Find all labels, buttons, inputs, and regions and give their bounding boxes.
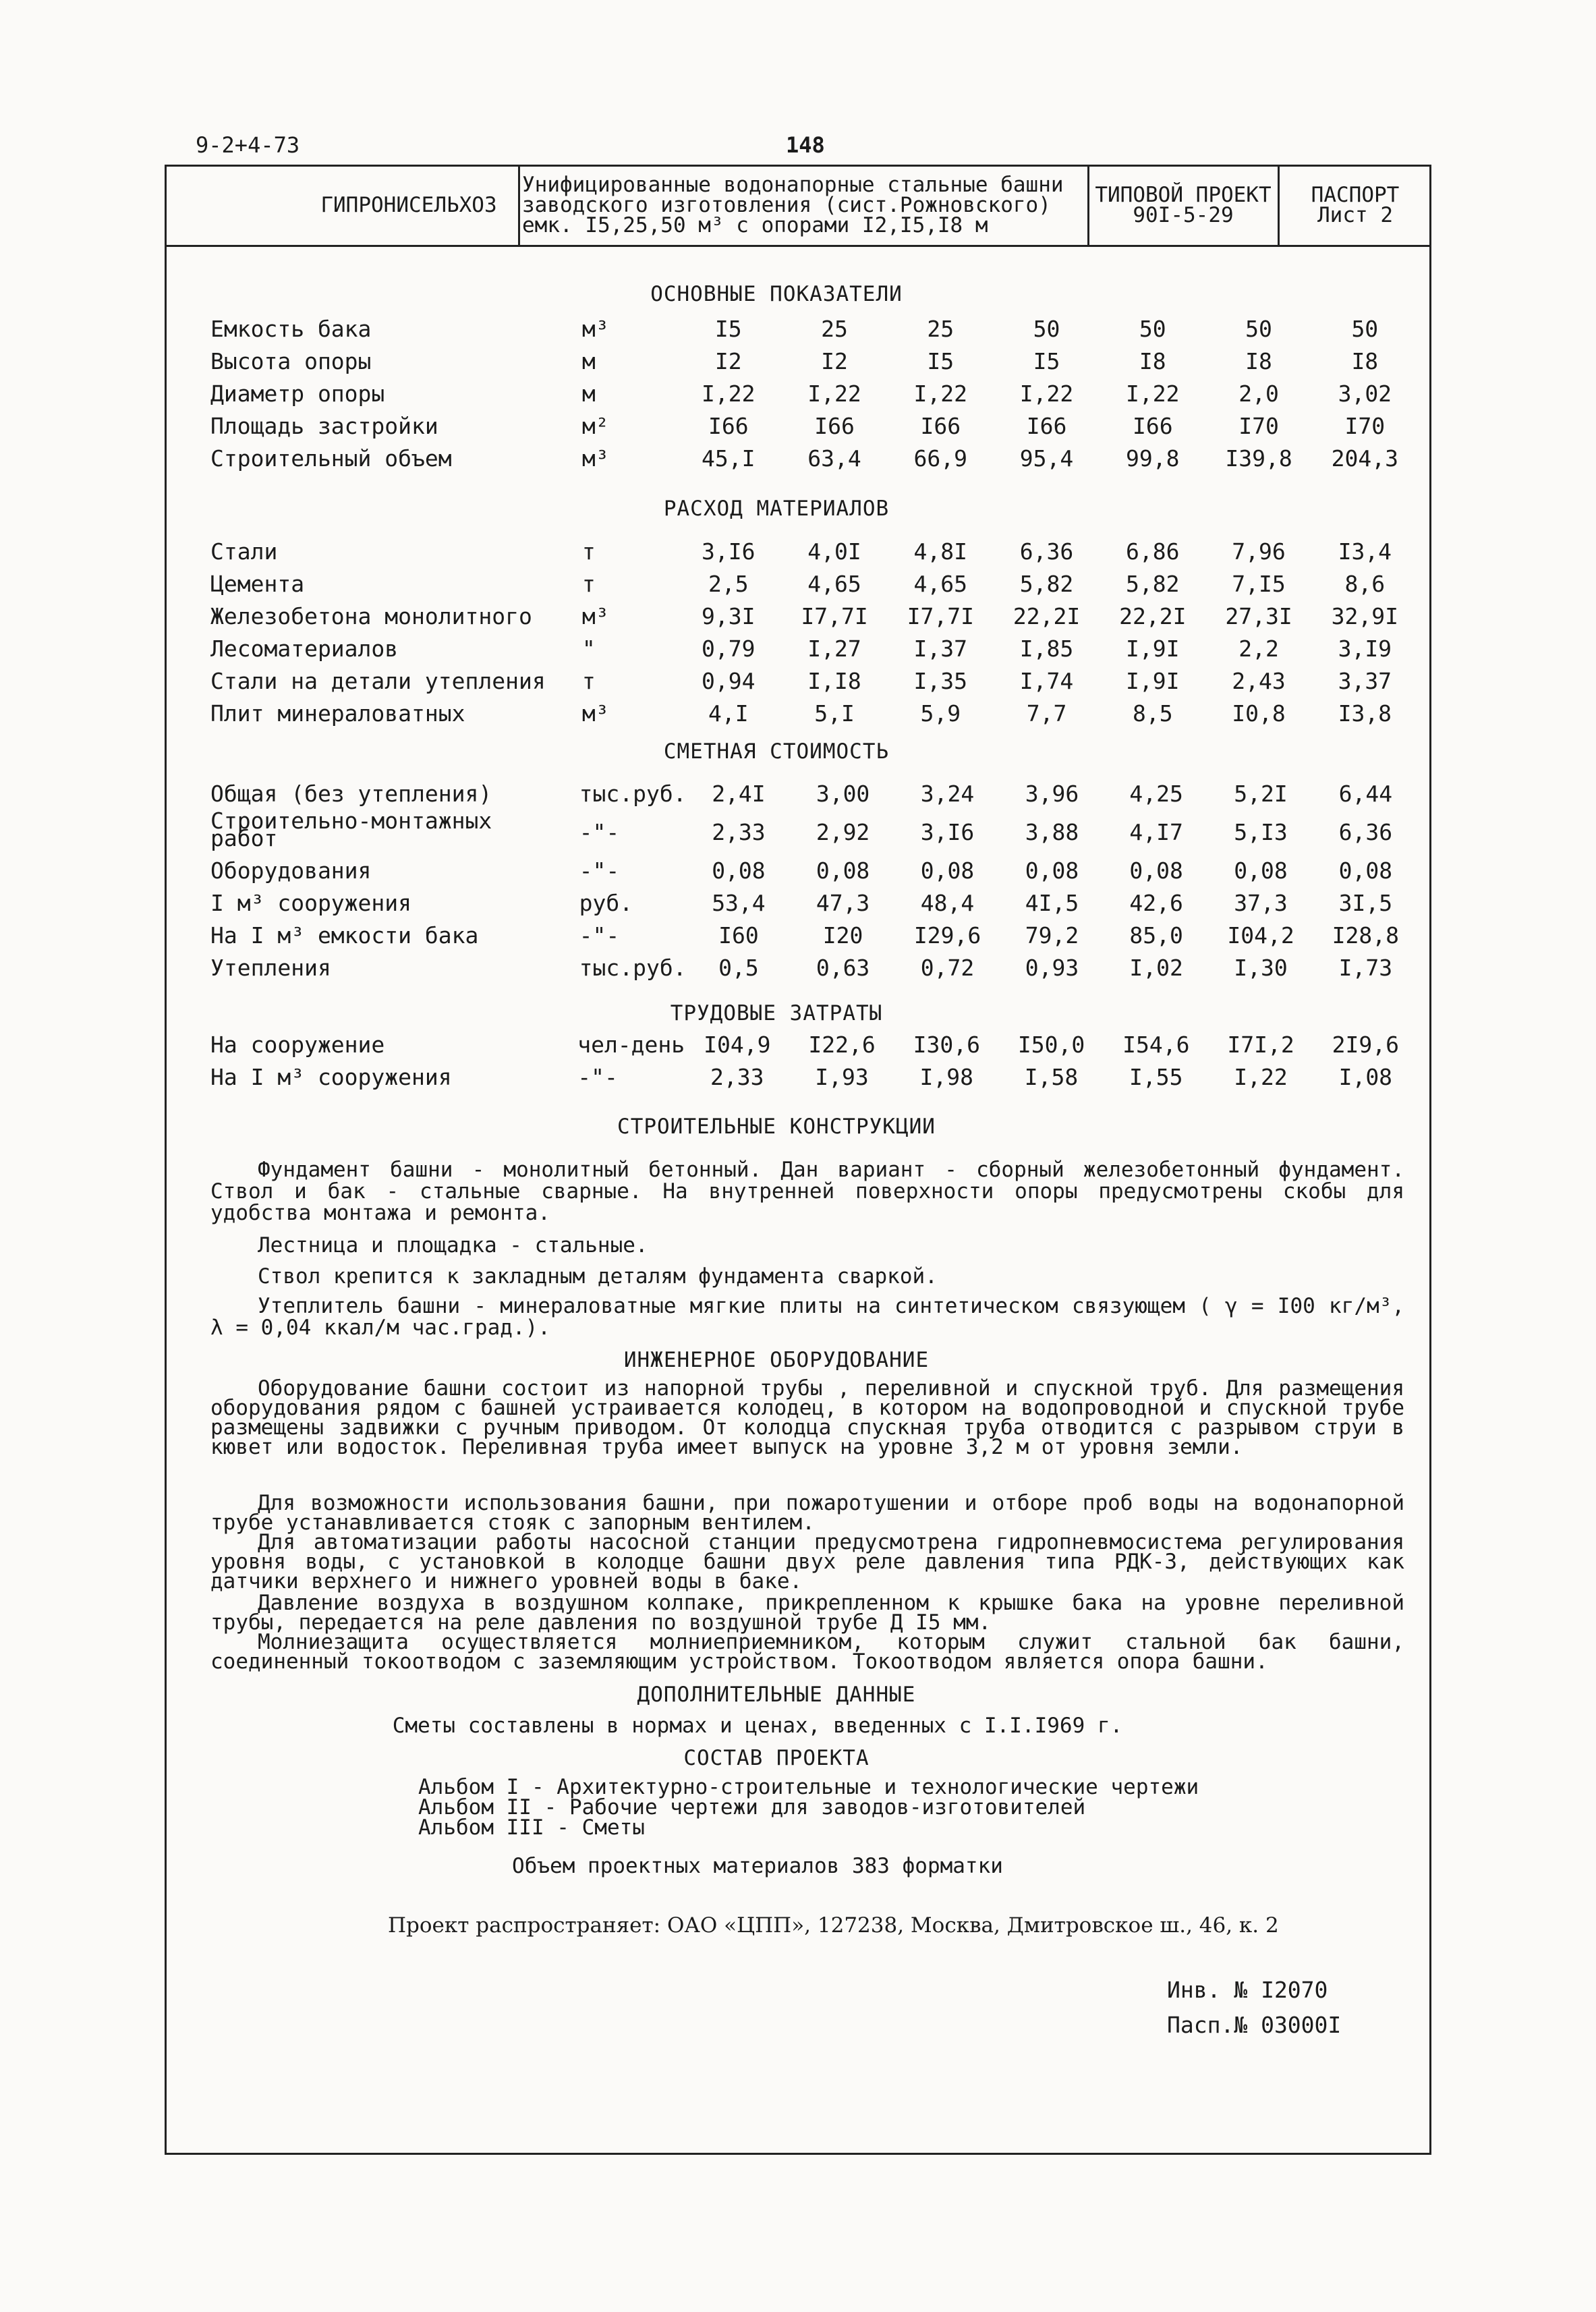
section-main-indicators: ОСНОВНЫЕ ПОКАЗАТЕЛИ [650, 282, 903, 306]
value-cell: I29,6 [913, 922, 981, 949]
value-cell: 0,79 [702, 635, 756, 662]
value-cell: 85,0 [1129, 922, 1183, 949]
value-cell: I7,7I [801, 602, 868, 629]
value-cell: I,22 [1019, 380, 1074, 407]
materials-table [210, 535, 1418, 729]
main-indicator-row [210, 345, 1418, 377]
material-row [210, 600, 1418, 632]
section-materials: РАСХОД МАТЕРИАЛОВ [663, 497, 890, 521]
value-cell: 22,2I [1119, 602, 1187, 629]
material-row [210, 665, 1418, 697]
cost-row [210, 777, 1418, 810]
project-number: 90I-5-29 [1133, 202, 1234, 227]
row-unit: м [581, 347, 596, 374]
value-cell: 9,3I [702, 602, 756, 629]
cost-row [210, 854, 1418, 886]
value-cell: I2 [714, 347, 742, 374]
value-cell: I,35 [913, 667, 967, 694]
value-cell: 66,9 [913, 445, 967, 472]
row-label: Емкость бака [210, 315, 372, 342]
value-cell: I8 [1351, 347, 1379, 374]
value-cell: 0,08 [1234, 857, 1288, 884]
value-cell: I,30 [1234, 954, 1288, 981]
section-constructions: СТРОИТЕЛЬНЫЕ КОНСТРУКЦИИ [617, 1115, 936, 1139]
value-cell: 25 [927, 315, 954, 342]
inventory-number: Инв. № I2070 [1167, 1977, 1328, 2003]
project-volume: Объем проектных материалов 383 форматки [512, 1854, 1003, 1878]
value-cell: 4,I [708, 700, 749, 727]
value-cell: 32,9I [1331, 602, 1398, 629]
row-unit: м³ [581, 700, 609, 727]
divider [518, 165, 520, 245]
value-cell: I66 [814, 412, 855, 439]
value-cell: I7I,2 [1227, 1031, 1294, 1058]
value-cell: 0,08 [712, 857, 766, 884]
value-cell: 45,I [702, 445, 756, 472]
row-unit: -"- [579, 922, 620, 949]
cost-row [210, 810, 1418, 854]
row-unit: -"- [579, 857, 620, 884]
value-cell: I,22 [807, 380, 861, 407]
value-cell: I5 [927, 347, 954, 374]
section-composition: СОСТАВ ПРОЕКТА [683, 1746, 870, 1770]
cost-row [210, 886, 1418, 919]
value-cell: I,9I [1126, 667, 1180, 694]
value-cell: I7,7I [907, 602, 974, 629]
value-cell: 0,08 [920, 857, 975, 884]
value-cell: 50 [1351, 315, 1379, 342]
value-cell: 0,08 [1338, 857, 1393, 884]
material-row [210, 632, 1418, 665]
value-cell: 2,43 [1232, 667, 1286, 694]
value-cell: 25 [821, 315, 848, 342]
value-cell: 3,I9 [1338, 635, 1392, 662]
value-cell: 22,2I [1013, 602, 1081, 629]
value-cell: I0,8 [1232, 700, 1286, 727]
value-cell: 6,36 [1019, 538, 1074, 565]
divider [1278, 165, 1280, 245]
row-unit: м³ [581, 445, 609, 472]
value-cell: 2,5 [708, 570, 749, 597]
value-cell: I,85 [1019, 635, 1074, 662]
main-indicator-row [210, 442, 1418, 474]
value-cell: 4,65 [913, 570, 967, 597]
passport-cell [1281, 165, 1429, 245]
engineering-text-3: Для автоматизации работы насосной станции предусмотрена гидропневмосистема регулирования уровня воды, с установкой в колодце башни двух реле давления типа РДК-3, действующих как датчики верхнего и нижнего уровней воды в баке. [210, 1530, 1404, 1594]
value-cell: 4,65 [807, 570, 861, 597]
section-engineering: ИНЖЕНЕРНОЕ ОБОРУДОВАНИЕ [623, 1348, 930, 1372]
row-label: Строительный объем [210, 445, 452, 472]
value-cell: 6,36 [1338, 818, 1393, 845]
value-cell: 79,2 [1025, 922, 1079, 949]
value-cell: 50 [1245, 315, 1272, 342]
value-cell: 5,82 [1019, 570, 1074, 597]
value-cell: 4,8I [913, 538, 967, 565]
value-cell: 27,3I [1225, 602, 1292, 629]
value-cell: 99,8 [1126, 445, 1180, 472]
value-cell: I5 [1033, 347, 1060, 374]
material-row [210, 697, 1418, 729]
value-cell: I3,8 [1338, 700, 1392, 727]
project-label: ТИПОВОЙ ПРОЕКТ [1095, 182, 1272, 207]
value-cell: 0,08 [1025, 857, 1079, 884]
page-number: 148 [786, 132, 825, 158]
row-label: Общая (без утепления) [210, 780, 492, 807]
row-label: На I м³ емкости бака [210, 922, 479, 949]
row-label: Оборудования [210, 857, 372, 884]
value-cell: 2,33 [712, 818, 766, 845]
album-2: Альбом II - Рабочие чертежи для заводов-изготовителей [418, 1795, 1086, 1820]
value-cell: 5,9 [920, 700, 961, 727]
row-unit: " [581, 635, 596, 662]
value-cell: I30,6 [913, 1031, 980, 1058]
engineering-text-2: Для возможности использования башни, при пожаротушении и отборе проб воды на водонапорной трубе устанавливается стояк с запорным вентилем. [210, 1491, 1404, 1535]
row-unit: т [581, 570, 596, 597]
main-indicator-row [210, 377, 1418, 410]
value-cell: I,22 [1234, 1063, 1288, 1090]
value-cell: 8,5 [1132, 700, 1173, 727]
value-cell: I,22 [1126, 380, 1180, 407]
value-cell: 7,7 [1026, 700, 1067, 727]
value-cell: I,37 [913, 635, 967, 662]
value-cell: I39,8 [1225, 445, 1292, 472]
row-label: Стали [210, 538, 278, 565]
value-cell: I8 [1245, 347, 1272, 374]
row-unit: -"- [577, 1063, 618, 1090]
sheet-number: Лист 2 [1317, 202, 1393, 227]
row-unit: руб. [579, 889, 633, 916]
value-cell: 2I9,6 [1332, 1031, 1399, 1058]
value-cell: 2,33 [710, 1063, 764, 1090]
value-cell: 6,86 [1126, 538, 1180, 565]
engineering-text-5: Молниезащита осуществляется молниеприемником, которым служит стальной бак башни, соединенный токоотводом с заземляющим устройством. Токоотводом является опора башни. [210, 1630, 1404, 1674]
value-cell: 2,92 [816, 818, 870, 845]
value-cell: 5,82 [1126, 570, 1180, 597]
row-label: Цемента [210, 570, 305, 597]
value-cell: 4I,5 [1025, 889, 1079, 916]
cost-row [210, 919, 1418, 951]
value-cell: 2,0 [1238, 380, 1279, 407]
additional-text: Сметы составлены в нормах и ценах, введенных с I.I.I969 г. [392, 1714, 1123, 1738]
material-row [210, 535, 1418, 567]
value-cell: I,74 [1019, 667, 1074, 694]
row-label: Железобетона монолитного [210, 602, 532, 629]
value-cell: I66 [1026, 412, 1067, 439]
labor-row [210, 1028, 1418, 1061]
album-3: Альбом III - Сметы [418, 1815, 645, 1840]
value-cell: I04,2 [1227, 922, 1294, 949]
value-cell: 5,I3 [1234, 818, 1288, 845]
passport-label: ПАСПОРТ [1311, 182, 1400, 207]
row-unit: тыс.руб. [579, 780, 687, 807]
constructions-text-1: Фундамент башни - монолитный бетонный. Дан вариант - сборный железобетонный фундамент. Ствол и бак - стальные сварные. На внутренней поверхности опоры предусмотрены скобы для удобства монтажа и ремонта. [210, 1158, 1404, 1225]
passport-number: Пасп.№ 03000I [1167, 2012, 1342, 2038]
value-cell: I04,9 [704, 1031, 771, 1058]
value-cell: 2,2 [1238, 635, 1279, 662]
value-cell: 8,6 [1344, 570, 1386, 597]
constructions-text-2: Лестница и площадка - стальные. [258, 1233, 648, 1258]
row-label: Стали на детали утепления [210, 667, 546, 694]
value-cell: 7,96 [1232, 538, 1286, 565]
value-cell: 0,08 [816, 857, 870, 884]
material-row [210, 567, 1418, 600]
value-cell: I,98 [919, 1063, 974, 1090]
value-cell: I2 [821, 347, 848, 374]
value-cell: 42,6 [1129, 889, 1183, 916]
title-block [165, 165, 1431, 247]
value-cell: 3I,5 [1338, 889, 1393, 916]
value-cell: I22,6 [808, 1031, 876, 1058]
value-cell: 53,4 [712, 889, 766, 916]
value-cell: 3,I6 [702, 538, 756, 565]
row-unit: м [581, 380, 596, 407]
value-cell: 0,94 [702, 667, 756, 694]
value-cell: I,9I [1126, 635, 1180, 662]
row-label: Лесоматериалов [210, 635, 399, 662]
row-unit: т [581, 667, 596, 694]
value-cell: I,02 [1129, 954, 1183, 981]
value-cell: 48,4 [920, 889, 975, 916]
value-cell: 204,3 [1331, 445, 1398, 472]
value-cell: 0,72 [920, 954, 975, 981]
main-indicator-row [210, 312, 1418, 345]
value-cell: 0,5 [718, 954, 759, 981]
value-cell: 0,63 [816, 954, 870, 981]
row-label: Диаметр опоры [210, 380, 385, 407]
project-title: Унифицированные водонапорные стальные башни заводского изготовления (сист.Рожновского) емк. I5,25,50 м³ с опорами I2,I5,I8 м [522, 172, 1064, 237]
value-cell: 5,2I [1234, 780, 1288, 807]
value-cell: 5,I [814, 700, 855, 727]
value-cell: I66 [1132, 412, 1173, 439]
constructions-text-4: Утеплитель башни - минераловатные мягкие плиты на синтетическом связующем ( γ = I00 кг/м³, λ = 0,04 ккал/м час.град.). [210, 1294, 1404, 1340]
row-unit: м² [581, 412, 609, 439]
main-indicators-table [210, 312, 1418, 474]
engineering-text-4: Давление воздуха в воздушном колпаке, прикрепленном к крышке бака на уровне переливной трубы, передается на реле давления по воздушной трубе Д I5 мм. [210, 1591, 1404, 1635]
section-labor: ТРУДОВЫЕ ЗАТРАТЫ [670, 1001, 883, 1025]
value-cell: I28,8 [1332, 922, 1399, 949]
value-cell: I66 [708, 412, 749, 439]
value-cell: 63,4 [807, 445, 861, 472]
section-additional: ДОПОЛНИТЕЛЬНЫЕ ДАННЫЕ [637, 1683, 916, 1707]
value-cell: 6,44 [1338, 780, 1393, 807]
value-cell: I3,4 [1338, 538, 1392, 565]
cost-row [210, 951, 1418, 984]
value-cell: I70 [1238, 412, 1279, 439]
org-name: ГИПРОНИСЕЛЬХОЗ [320, 192, 497, 217]
value-cell: 95,4 [1019, 445, 1074, 472]
value-cell: I66 [920, 412, 961, 439]
value-cell: I20 [822, 922, 863, 949]
project-cell [1090, 165, 1276, 245]
value-cell: 3,24 [920, 780, 975, 807]
value-cell: I,73 [1338, 954, 1393, 981]
row-label: На I м³ сооружения [210, 1063, 452, 1090]
value-cell: I,22 [913, 380, 967, 407]
value-cell: 3,00 [816, 780, 870, 807]
value-cell: I,I8 [807, 667, 861, 694]
section-cost: СМЕТНАЯ СТОИМОСТЬ [663, 739, 890, 764]
value-cell: I,93 [815, 1063, 869, 1090]
value-cell: I50,0 [1017, 1031, 1085, 1058]
value-cell: 50 [1139, 315, 1166, 342]
value-cell: 0,08 [1129, 857, 1183, 884]
row-unit: чел-день [577, 1031, 685, 1058]
labor-row [210, 1061, 1418, 1093]
value-cell: 3,I6 [920, 818, 975, 845]
value-cell: 7,I5 [1232, 570, 1286, 597]
engineering-text-1: Оборудование башни состоит из напорной трубы , переливной и спускной труб. Для размещения оборудования рядом с башней устраивается колодец, в котором на водопроводной и спускной трубе размещены задвижки с ручным приводом. От колодца спускная труба отводится с разрывом струи в кювет или водосток. Переливная труба имеет выпуск на уровне 3,2 м от уровня земли. [210, 1376, 1404, 1459]
row-unit: -"- [579, 818, 620, 845]
value-cell: 3,88 [1025, 818, 1079, 845]
value-cell: 50 [1033, 315, 1060, 342]
row-label: I м³ сооружения [210, 889, 412, 916]
value-cell: I5 [714, 315, 742, 342]
divider [1087, 165, 1089, 245]
value-cell: 4,I7 [1129, 818, 1183, 845]
value-cell: 3,37 [1338, 667, 1392, 694]
value-cell: I70 [1344, 412, 1386, 439]
value-cell: I8 [1139, 347, 1166, 374]
value-cell: I,08 [1338, 1063, 1393, 1090]
value-cell: I,55 [1129, 1063, 1183, 1090]
value-cell: 47,3 [816, 889, 870, 916]
value-cell: I,27 [807, 635, 861, 662]
main-indicator-row [210, 410, 1418, 442]
row-unit: т [581, 538, 596, 565]
row-label: Площадь застройки [210, 412, 438, 439]
cost-table [210, 777, 1418, 984]
album-1: Альбом I - Архитектурно-строительные и технологические чертежи [418, 1775, 1199, 1799]
value-cell: I54,6 [1122, 1031, 1190, 1058]
distributor: Проект распространяет: ОАО «ЦПП», 127238, Москва, Дмитровское ш., 46, к. 2 [388, 1913, 1279, 1938]
value-cell: 3,02 [1338, 380, 1392, 407]
document-code: 9-2+4-73 [196, 132, 300, 158]
row-label: Плит минераловатных [210, 700, 465, 727]
row-label: Строительно-монтажных работ [210, 808, 492, 851]
value-cell: I60 [718, 922, 759, 949]
value-cell: 0,93 [1025, 954, 1079, 981]
row-unit: м³ [581, 602, 609, 629]
row-label: Высота опоры [210, 347, 372, 374]
value-cell: I,22 [702, 380, 756, 407]
row-unit: тыс.руб. [579, 954, 687, 981]
row-unit: м³ [581, 315, 609, 342]
value-cell: 37,3 [1234, 889, 1288, 916]
value-cell: 4,25 [1129, 780, 1183, 807]
value-cell: I,58 [1024, 1063, 1079, 1090]
value-cell: 3,96 [1025, 780, 1079, 807]
labor-table [210, 1028, 1418, 1093]
row-label: Утепления [210, 954, 331, 981]
value-cell: 4,0I [807, 538, 861, 565]
constructions-text-3: Ствол крепится к закладным деталям фундамента сваркой. [258, 1264, 938, 1289]
row-label: На сооружение [210, 1031, 385, 1058]
value-cell: 2,4I [712, 780, 766, 807]
